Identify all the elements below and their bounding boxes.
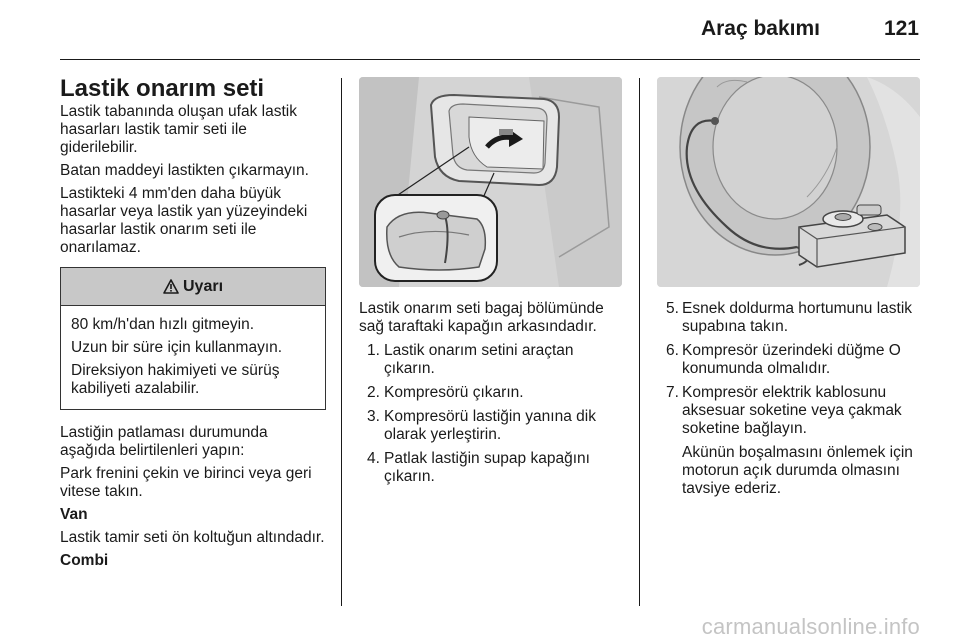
warning-line: Uzun bir süre için kullanmayın. bbox=[71, 339, 283, 356]
warning-title: Uyarı bbox=[182, 277, 224, 295]
column-divider-1 bbox=[341, 78, 342, 606]
paragraph: Lastikteki 4 mm'den daha büyük hasarlar veya lastik yan yüzeyindeki hasarlar lastik onarım seti ile onarılamaz. bbox=[60, 185, 308, 256]
step-text: Lastik onarım setini araçtan çıkarın. bbox=[384, 342, 574, 377]
step-note: Akünün boşalmasını önlemek için motorun açık durumda olmasını tavsiye ederiz. bbox=[682, 444, 913, 497]
warning-box bbox=[60, 267, 326, 410]
step-text: Kompresörü çıkarın. bbox=[384, 384, 524, 401]
compressor-illustration bbox=[657, 77, 920, 287]
subheading-van: Van bbox=[60, 506, 88, 523]
step-body bbox=[682, 384, 924, 498]
step-number: 4. bbox=[367, 450, 380, 467]
page-header bbox=[0, 0, 960, 60]
step-number: 2. bbox=[367, 384, 380, 401]
subheading-combi: Combi bbox=[60, 552, 109, 569]
column-divider-2 bbox=[639, 78, 640, 606]
trunk-panel-illustration bbox=[359, 77, 622, 287]
paragraph: Lastik tabanında oluşan ufak lastik hasarları lastik tamir seti ile giderilebilir. bbox=[60, 103, 297, 156]
page-heading: Lastik onarım seti bbox=[60, 75, 265, 102]
list-item bbox=[359, 342, 624, 378]
step-number: 6. bbox=[666, 342, 679, 359]
step-number: 5. bbox=[666, 300, 679, 317]
list-item bbox=[359, 384, 624, 402]
list-item bbox=[666, 384, 924, 498]
step-text: Kompresör üzerindeki düğme O konumunda olmalıdır. bbox=[682, 342, 901, 377]
step-text: Esnek doldurma hortumunu lastik supabına takın. bbox=[682, 300, 913, 335]
step-number: 7. bbox=[666, 384, 679, 401]
warning-triangle-icon bbox=[163, 279, 179, 294]
list-item bbox=[666, 342, 924, 378]
step-text: Patlak lastiğin supap kapağını çıkarın. bbox=[384, 450, 590, 485]
paragraph: Batan maddeyi lastikten çıkarmayın. bbox=[60, 162, 309, 179]
warning-line: Direksiyon hakimiyeti ve sürüş kabiliyeti azalabilir. bbox=[71, 362, 280, 397]
list-item bbox=[666, 300, 924, 336]
header-rule bbox=[60, 59, 920, 60]
figure-compressor bbox=[657, 77, 920, 287]
section-title: Araç bakımı bbox=[700, 17, 820, 40]
column-2 bbox=[359, 300, 624, 492]
watermark: carmanualsonline.info bbox=[701, 614, 920, 639]
warning-body bbox=[61, 306, 325, 409]
paragraph: Lastik tamir seti ön koltuğun altındadır. bbox=[60, 529, 325, 546]
warning-line: 80 km/h'dan hızlı gitmeyin. bbox=[71, 316, 255, 333]
step-number: 3. bbox=[367, 408, 380, 425]
step-text: Kompresör elektrik kablosunu aksesuar soketine veya çakmak soketine bağlayın. bbox=[682, 384, 902, 437]
list-item bbox=[359, 450, 624, 486]
paragraph: Lastiğin patlaması durumunda aşağıda belirtilenleri yapın: bbox=[60, 424, 268, 459]
warning-header bbox=[61, 268, 325, 306]
page-number: 121 bbox=[883, 17, 919, 40]
paragraph: Lastik onarım seti bagaj bölümünde sağ taraftaki kapağın arkasındadır. bbox=[359, 300, 604, 335]
steps-list bbox=[359, 342, 624, 486]
column-3 bbox=[666, 300, 924, 504]
step-number: 1. bbox=[367, 342, 380, 359]
steps-list bbox=[666, 300, 924, 498]
step-text: Kompresörü lastiğin yanına dik olarak yerleştirin. bbox=[384, 408, 596, 443]
column-1 bbox=[60, 75, 326, 575]
figure-trunk-panel bbox=[359, 77, 622, 287]
paragraph: Park frenini çekin ve birinci veya geri vitese takın. bbox=[60, 465, 312, 500]
list-item bbox=[359, 408, 624, 444]
